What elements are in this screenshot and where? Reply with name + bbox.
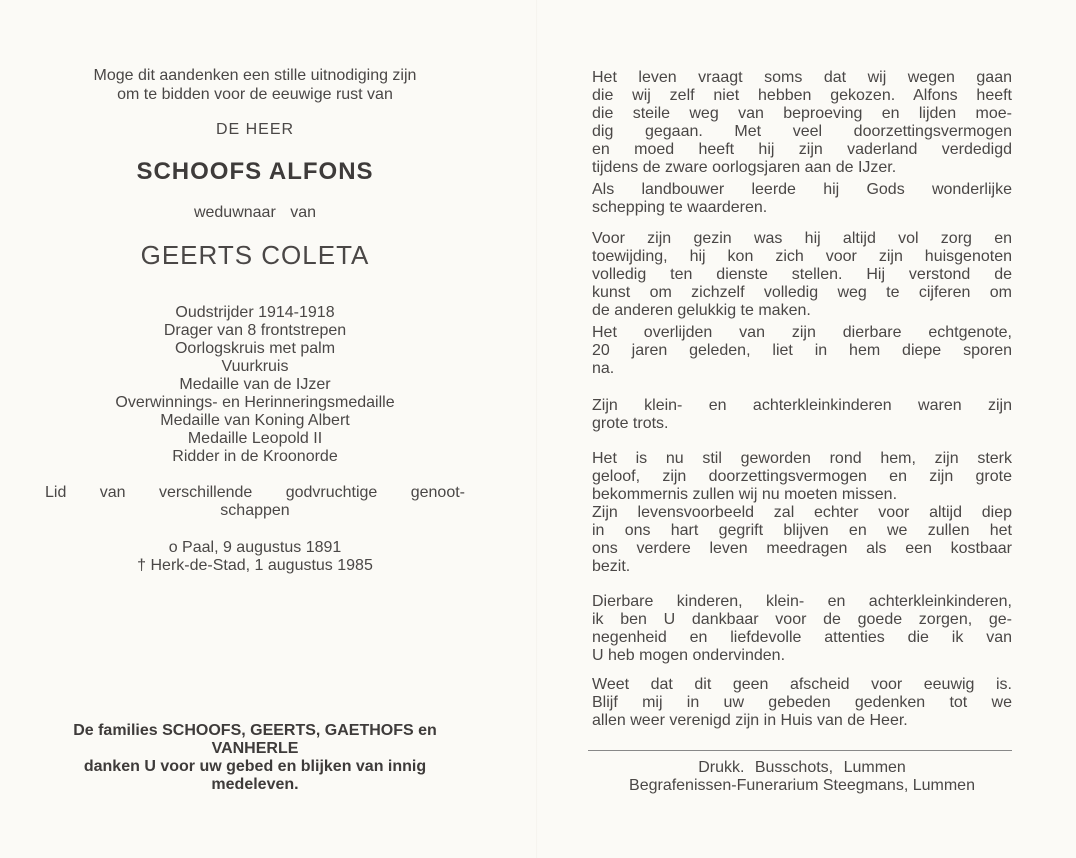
paragraph [592,397,1012,433]
text-line: Blijf mij in uw gebeden gedenken tot we [592,694,1012,711]
text-line: Als landbouwer leerde hij Gods wonderlijke [592,181,1012,198]
honour: Medaille van Koning Albert [160,412,350,429]
paragraph [592,230,1012,320]
text-line: ik ben U dankbaar voor de goede zorgen, ge- [592,611,1012,628]
honour: Oudstrijder 1914-1918 [175,304,335,321]
family-thanks [45,722,465,794]
honour: Drager van 8 frontstrepen [163,322,347,339]
membership-line: Lid van verschillende godvruchtige genoot- [45,484,465,501]
printer-credits [592,759,1012,795]
text-line: ons verdere leven meedragen als een kostbaar [592,540,1012,557]
paragraph [592,676,1012,730]
text-line: 20 jaren geleden, liet in hem diepe sporen [592,342,1012,359]
text-line: en moed heeft hij zijn vaderland verdedigd [592,141,1012,158]
text-line: die wij zelf niet hebben gekozen. Alfons heeft [592,87,1012,104]
death-date: † Herk-de-Stad, 1 augustus 1985 [137,557,373,574]
birth-date: o Paal, 9 augustus 1891 [168,539,342,556]
text-line: in ons hart gegrift blijven en we zullen het [592,522,1012,539]
text-line: Het leven vraagt soms dat wij wegen gaan [592,69,1012,86]
honour: Overwinnings- en Herinneringsmedaille [115,394,395,411]
family-line: VANHERLE [211,740,299,757]
family-line: medeleven. [211,776,299,793]
text-line: de anderen gelukkig te maken. [592,302,811,319]
text-line: negenheid en liefdevolle attenties die ik van [592,629,1012,646]
spouse-name: GEERTS COLETA [140,240,370,270]
text-line: die steile weg van beproeving en lijden moe- [592,105,1012,122]
text-line: kunst om zichzelf volledig weg te cijferen om [592,284,1012,301]
honorific: DE HEER [215,121,295,138]
paragraph [592,324,1012,378]
text-line: Dierbare kinderen, klein- en achterkleinkinderen, [592,593,1012,610]
text-line: Voor zijn gezin was hij altijd vol zorg en [592,230,1012,247]
family-line: danken U voor uw gebed en blijken van innig [83,758,427,775]
text-line: tijdens de zware oorlogsjaren aan de IJzer. [592,159,897,176]
paragraph [592,593,1012,665]
text-line: toewijding, hij kon zich voor zijn huisgenoten [592,248,1012,265]
text-line: Zijn klein- en achterkleinkinderen waren zijn [592,397,1012,414]
paragraph [592,504,1012,576]
honour: Ridder in de Kroonorde [172,448,338,465]
membership [45,484,465,520]
text-line: geloof, zijn doorzettingsvermogen en zijn grote [592,468,1012,485]
text-line: bekommernis zullen wij nu moeten missen. [592,486,898,503]
card-fold [536,0,538,858]
text-line: allen weer verenigd zijn in Huis van de Heer. [592,712,908,729]
relation: weduwnaar van [193,204,317,221]
text-line: volledig ten dienste stellen. Hij verstond de [592,266,1012,283]
divider [588,750,1012,751]
text-line: schepping te waarderen. [592,199,768,216]
printer-line: Begrafenissen-Funerarium Steegmans, Lummen [629,777,975,794]
text-line: na. [592,360,615,377]
text-line: grote trots. [592,415,669,432]
deceased-name: SCHOOFS ALFONS [136,158,374,185]
tribute-text [592,69,1012,730]
honour: Vuurkruis [221,358,289,375]
text-line: bezit. [592,558,631,575]
family-line: De families SCHOOFS, GEERTS, GAETHOFS en [73,722,437,739]
dates [45,539,465,575]
intro-line: Moge dit aandenken een stille uitnodiging zijn [93,67,417,84]
honour: Oorlogskruis met palm [174,340,336,357]
honour: Medaille van de IJzer [179,376,331,393]
honour: Medaille Leopold II [187,430,323,447]
text-line: U heb mogen ondervinden. [592,647,786,664]
text-line: Weet dat dit geen afscheid voor eeuwig is. [592,676,1012,693]
text-line: Het is nu stil geworden rond hem, zijn sterk [592,450,1012,467]
honours-list [45,304,465,466]
paragraph [592,181,1012,217]
paragraph [592,450,1012,504]
intro-line: om te bidden voor de eeuwige rust van [117,86,393,103]
text-line: dig gegaan. Met veel doorzettingsvermogen [592,123,1012,140]
text-line: Het overlijden van zijn dierbare echtgenote, [592,324,1012,341]
intro [45,67,465,104]
membership-line: schappen [220,502,290,519]
paragraph [592,69,1012,177]
text-line: Zijn levensvoorbeeld zal echter voor altijd diep [592,504,1012,521]
printer-line: Drukk. Busschots, Lummen [698,759,906,776]
